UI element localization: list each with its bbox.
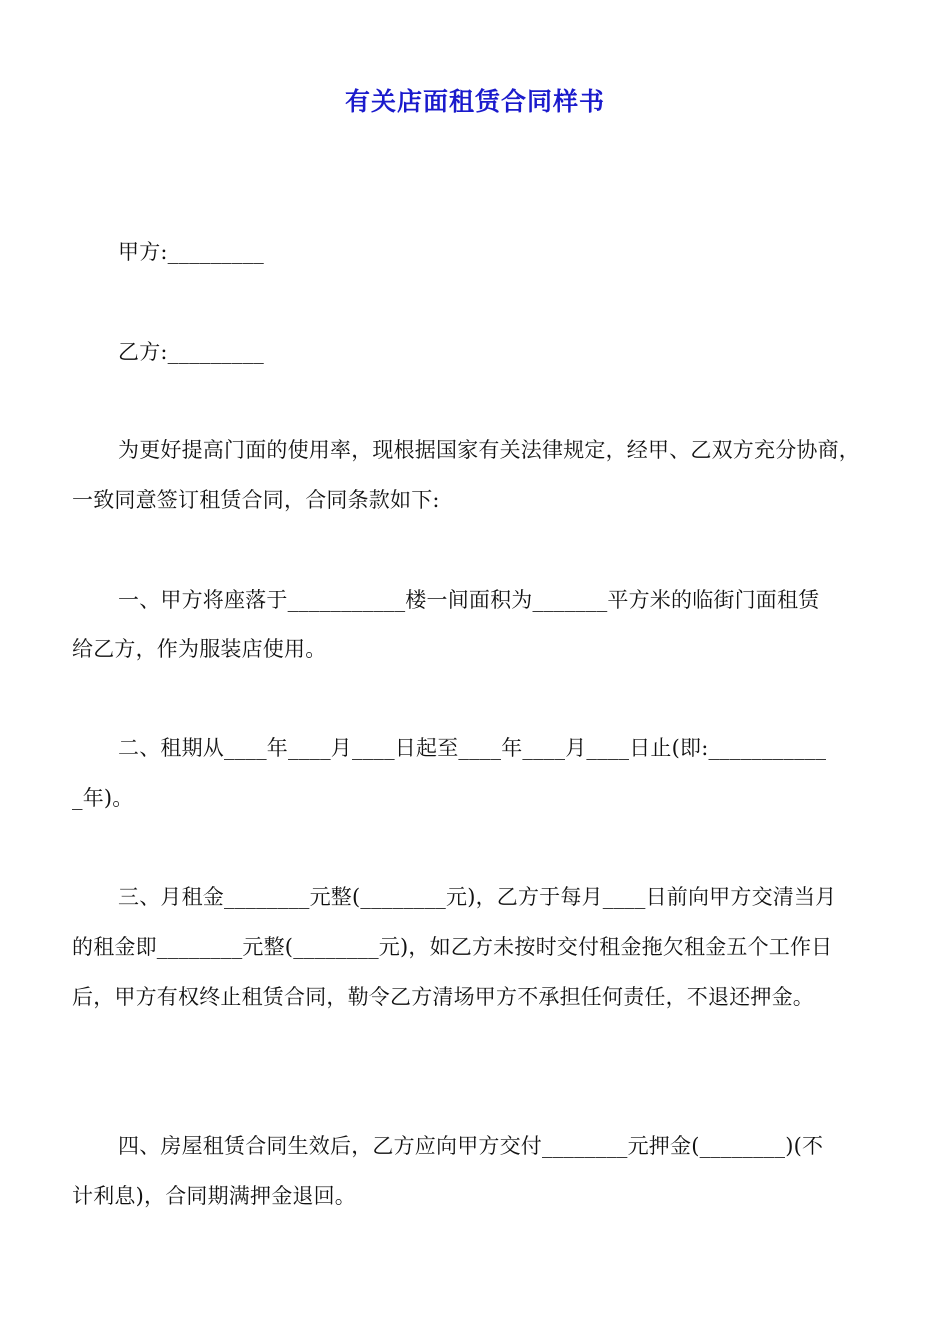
preamble-line-2: 一致同意签订租赁合同，合同条款如下:: [72, 488, 440, 512]
clause1-line-1: 一、甲方将座落于___________楼一间面积为_______平方米的临街门面租赁: [118, 588, 820, 612]
clause2-line-2: _年)。: [72, 786, 134, 810]
clause1-line-2: 给乙方，作为服装店使用。: [72, 637, 327, 661]
clause2-line-1: 二、租期从____年____月____日起至____年____月____日止(即:___________: [118, 736, 827, 760]
clause4-line-2: 计利息)，合同期满押金退回。: [72, 1184, 356, 1208]
party-b-line: 乙方:_________: [118, 340, 264, 364]
clause4-line-1: 四、房屋租赁合同生效后，乙方应向甲方交付________元押金(________)(不: [118, 1134, 824, 1158]
party-a-line: 甲方:_________: [118, 240, 264, 264]
document-title: 有关店面租赁合同样书: [344, 87, 605, 116]
clause3-line-1: 三、月租金________元整(________元)，乙方于每月____日前向甲方交清当月: [118, 885, 837, 909]
clause3-line-2: 的租金即________元整(________元)，如乙方未按时交付租金拖欠租金五个工作日: [72, 935, 833, 959]
clause3-line-3: 后，甲方有权终止租赁合同，勒令乙方清场甲方不承担任何责任，不退还押金。: [72, 985, 814, 1009]
preamble-line-1: 为更好提高门面的使用率，现根据国家有关法律规定，经甲、乙双方充分协商，: [118, 438, 860, 462]
